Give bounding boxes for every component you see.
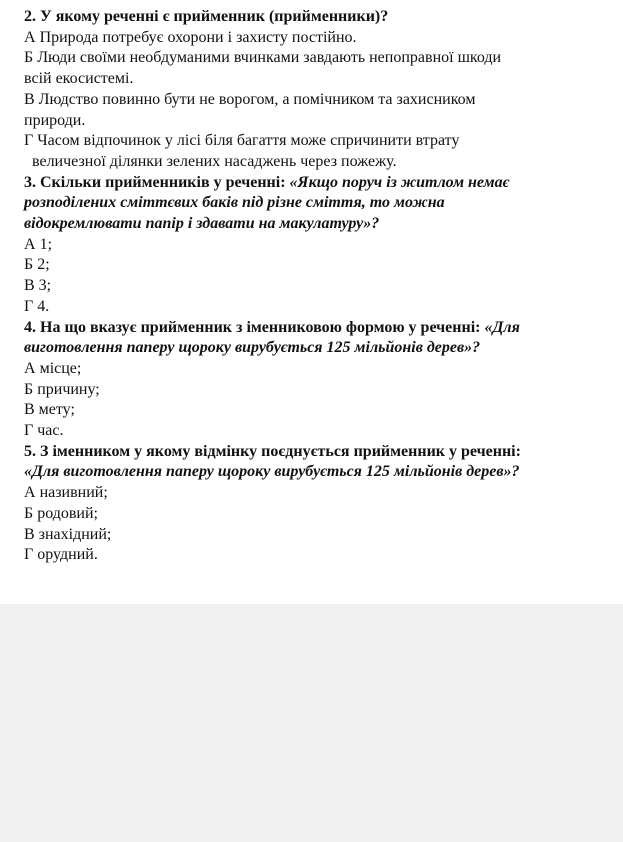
option-text: Людство повинно бути не ворогом, а помічником та захисником [38, 90, 476, 108]
question-5-title [24, 442, 614, 463]
option-c [24, 276, 614, 297]
option-text: 3; [38, 277, 52, 295]
question-text: Скільки прийменників у реченні: [40, 173, 286, 191]
question-text: У якому реченні є прийменник (прийменники)? [40, 8, 389, 25]
question-4-title [24, 318, 614, 339]
question-number: 2. [24, 8, 36, 25]
option-a [24, 483, 614, 504]
option-label: Г [24, 546, 34, 564]
option-text: 1; [39, 235, 53, 253]
question-quote: «Для [484, 318, 520, 336]
question-quote: відокремлювати папір і здавати на макулатуру»? [24, 215, 380, 233]
option-text: 2; [37, 256, 50, 274]
question-4-quote-line-2 [24, 338, 614, 359]
option-label: Г [24, 132, 34, 150]
option-d [24, 297, 614, 318]
option-text: знахідний; [38, 525, 112, 543]
option-text: називний; [39, 484, 108, 502]
option-label: Б [24, 49, 34, 67]
quiz-content [24, 7, 614, 566]
option-label: В [24, 277, 35, 295]
option-text: мету; [38, 401, 75, 419]
option-c [24, 90, 614, 111]
question-text: На що вказує прийменник з іменниковою формою у реченні: [40, 318, 481, 336]
option-label: Б [24, 504, 34, 522]
question-2-title [24, 7, 614, 28]
option-a [24, 359, 614, 380]
option-d [24, 421, 614, 442]
question-5 [24, 442, 614, 566]
question-quote: «Для виготовлення паперу щороку вирубується 125 мільйонів дерев»? [24, 463, 520, 481]
option-label: В [24, 525, 35, 543]
option-label: В [24, 90, 35, 108]
option-a [24, 28, 614, 49]
option-label: Б [24, 380, 34, 398]
option-d [24, 131, 614, 152]
option-d [24, 545, 614, 566]
option-text: Природа потребує охорони і захисту постійно. [39, 28, 357, 46]
option-text: орудний. [37, 546, 98, 564]
option-d-continuation: величезної ділянки зелених насаджень через пожежу. [32, 152, 397, 170]
option-label: А [24, 484, 36, 502]
option-label: Г [24, 422, 34, 440]
option-label: В [24, 401, 35, 419]
option-label: А [24, 235, 36, 253]
option-label: Г [24, 297, 34, 315]
question-5-quote-line [24, 462, 614, 483]
question-number: 5. [24, 442, 36, 460]
question-3-quote-line-2 [24, 193, 614, 214]
question-2 [24, 7, 614, 173]
option-a [24, 235, 614, 256]
question-3-title [24, 173, 614, 194]
option-text: 4. [37, 297, 50, 315]
question-number: 4. [24, 318, 36, 336]
option-text: родовий; [37, 504, 98, 522]
option-b-continuation: всій екосистемі. [24, 70, 134, 88]
question-3 [24, 173, 614, 318]
option-c-continuation: природи. [24, 111, 86, 129]
question-3-quote-line-3 [24, 214, 614, 235]
option-label: Б [24, 256, 34, 274]
option-b [24, 504, 614, 525]
question-4 [24, 318, 614, 442]
option-text: Часом відпочинок у лісі біля багаття може спричинити втрату [37, 132, 460, 150]
option-b [24, 380, 614, 401]
question-text: З іменником у якому відмінку поєднується прийменник у реченні: [40, 442, 521, 460]
option-c [24, 400, 614, 421]
question-quote: виготовлення паперу щороку вирубується 125 мільйонів дерев»? [24, 339, 481, 357]
question-quote: «Якщо поруч із житлом немає [289, 173, 510, 191]
option-b [24, 48, 614, 69]
option-b [24, 255, 614, 276]
option-text: причину; [37, 380, 100, 398]
option-c [24, 525, 614, 546]
option-text: Люди своїми необдуманими вчинками завдають непоправної шкоди [37, 49, 502, 67]
option-text: місце; [39, 359, 82, 377]
option-text: час. [37, 422, 64, 440]
question-quote: розподілених сміттєвих баків під різне сміття, то можна [24, 194, 445, 212]
option-label: А [24, 28, 36, 46]
option-label: А [24, 359, 36, 377]
question-number: 3. [24, 173, 36, 191]
